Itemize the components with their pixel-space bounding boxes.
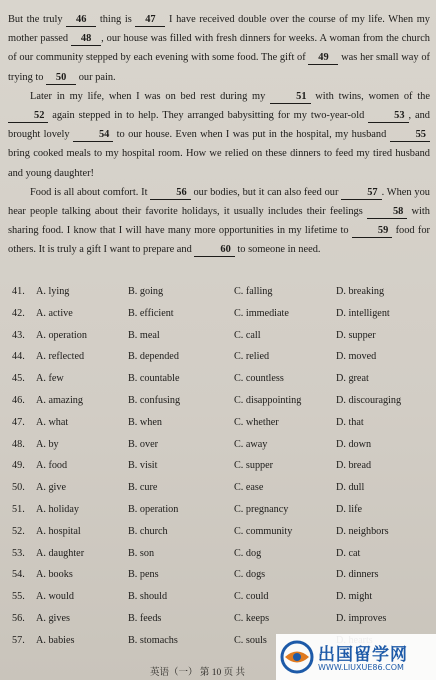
- blank-58: 58: [367, 206, 407, 219]
- question-row: [12, 591, 432, 613]
- blank-48: 48: [71, 33, 101, 46]
- question-number: 50.: [12, 482, 25, 494]
- passage-text: our pain.: [76, 71, 116, 83]
- question-number: 46.: [12, 394, 25, 406]
- watermark-title: 出国留学网: [318, 645, 408, 665]
- option-c: C. dogs: [234, 569, 266, 581]
- option-c: C. away: [234, 438, 268, 450]
- option-b: B. church: [128, 525, 168, 537]
- option-b: B. meal: [128, 329, 160, 341]
- blank-57: 57: [341, 187, 381, 200]
- blank-60: 60: [194, 244, 234, 257]
- option-b: B. confusing: [128, 394, 181, 406]
- question-options: [12, 286, 432, 657]
- question-row: [12, 395, 432, 417]
- option-a: A. books: [36, 569, 73, 581]
- question-row: [12, 569, 432, 591]
- question-number: 57.: [12, 634, 25, 646]
- option-a: A. amazing: [36, 394, 83, 406]
- question-row: [12, 504, 432, 526]
- option-c: C. falling: [234, 286, 273, 297]
- passage-text: food for others. It is truly a gift I want to prepare and: [8, 225, 431, 256]
- question-row: [12, 286, 432, 308]
- option-c: C. dog: [234, 547, 262, 559]
- option-d: D. supper: [336, 329, 376, 341]
- option-c: C. whether: [234, 416, 279, 428]
- blank-50: 50: [46, 72, 76, 85]
- option-b: B. pens: [128, 569, 159, 581]
- option-a: A. operation: [36, 329, 87, 341]
- question-number: 42.: [12, 307, 25, 319]
- option-b: B. over: [128, 438, 158, 450]
- option-c: C. could: [234, 591, 269, 603]
- option-a: A. what: [36, 416, 69, 428]
- passage-text: I have received double over the course of my life. When my mother passed: [8, 14, 430, 45]
- watermark-url: WWW.LIUXUE86.COM: [318, 663, 404, 672]
- passage-text: was her small way of trying to: [8, 52, 430, 83]
- question-row: [12, 417, 432, 439]
- question-number: 55.: [12, 591, 25, 603]
- option-b: B. visit: [128, 460, 158, 472]
- option-a: A. gives: [36, 612, 70, 624]
- passage-text: But the truly: [8, 14, 67, 25]
- question-number: 52.: [12, 525, 25, 537]
- question-number: 54.: [12, 569, 25, 581]
- question-number: 48.: [12, 438, 25, 450]
- passage-text: to someone in need.: [234, 244, 321, 256]
- question-number: 49.: [12, 460, 25, 472]
- cloze-passage: [8, 10, 430, 260]
- question-number: 43.: [12, 329, 25, 341]
- question-number: 47.: [12, 416, 25, 428]
- option-d: D. improves: [336, 612, 387, 624]
- blank-46: 46: [66, 14, 96, 27]
- option-a: A. would: [36, 591, 74, 603]
- passage-paragraph-3: [8, 183, 430, 260]
- blank-47: 47: [135, 14, 165, 27]
- passage-text: Food is all about comfort. It: [30, 186, 151, 198]
- question-row: [12, 460, 432, 482]
- blank-51: 51: [270, 91, 310, 104]
- question-number: 53.: [12, 547, 25, 559]
- question-number: 51.: [12, 503, 25, 515]
- option-b: B. son: [128, 547, 155, 559]
- passage-text: Later in my life, when I was on bed rest during my: [30, 90, 271, 102]
- passage-text: with twins, women of the: [310, 90, 430, 102]
- option-c: C. call: [234, 329, 261, 341]
- option-a: A. reflected: [36, 351, 85, 363]
- question-row: [12, 548, 432, 570]
- globe-logo-icon: [280, 640, 314, 674]
- blank-52: 52: [8, 110, 48, 123]
- option-d: D. great: [336, 373, 369, 385]
- question-number: 45.: [12, 373, 25, 385]
- option-c: C. keeps: [234, 612, 270, 624]
- option-c: C. relied: [234, 351, 270, 363]
- option-d: D. might: [336, 591, 373, 603]
- option-d: D. discouraging: [336, 394, 402, 406]
- question-row: [12, 439, 432, 461]
- option-c: C. countless: [234, 373, 284, 385]
- option-d: D. dinners: [336, 569, 379, 581]
- option-d: D. bread: [336, 460, 372, 472]
- option-a: A. daughter: [36, 547, 85, 559]
- option-c: C. community: [234, 525, 293, 537]
- question-row: [12, 351, 432, 373]
- option-c: C. supper: [234, 460, 274, 472]
- option-c: C. ease: [234, 482, 264, 494]
- option-b: B. efficient: [128, 307, 174, 319]
- passage-text: , our house was filled with fresh dinners for weeks. A woman from the church of our community stepped by each evening with some food. The gift of: [8, 33, 430, 64]
- option-c: C. immediate: [234, 307, 289, 319]
- page-footer: 英语（一） 第 10 页 共: [150, 668, 246, 678]
- option-a: A. by: [36, 438, 59, 450]
- blank-59: 59: [352, 225, 392, 238]
- option-a: A. lying: [36, 286, 70, 297]
- question-row: [12, 613, 432, 635]
- option-c: C. souls: [234, 634, 267, 646]
- option-d: D. dull: [336, 482, 365, 494]
- option-b: B. feeds: [128, 612, 162, 624]
- watermark: [276, 634, 436, 680]
- blank-55: 55: [390, 129, 430, 142]
- option-d: D. life: [336, 503, 363, 515]
- option-a: A. active: [36, 307, 73, 319]
- question-row: [12, 373, 432, 395]
- blank-49: 49: [308, 52, 338, 65]
- passage-text: with sharing food. I know that I will have many more opportunities in my lifetime to: [8, 206, 430, 237]
- passage-text: our bodies, but it can also feed our: [190, 186, 342, 198]
- passage-text: , and brought lovely: [8, 110, 430, 141]
- passage-text: . When you hear people talking about their favorite holidays, it usually includes their feelings: [8, 186, 430, 218]
- option-d: D. intelligent: [336, 307, 390, 319]
- blank-56: 56: [150, 187, 190, 200]
- option-d: D. that: [336, 416, 364, 428]
- option-b: B. going: [128, 286, 164, 297]
- option-b: B. countable: [128, 373, 180, 385]
- blank-53: 53: [368, 110, 408, 123]
- question-row: [12, 330, 432, 352]
- option-a: A. holiday: [36, 503, 80, 515]
- option-d: D. down: [336, 438, 372, 450]
- option-b: B. when: [128, 416, 162, 428]
- blank-54: 54: [73, 129, 113, 142]
- option-c: C. pregnancy: [234, 503, 289, 515]
- question-number: 56.: [12, 612, 25, 624]
- question-row: [12, 482, 432, 504]
- option-b: B. depended: [128, 351, 179, 363]
- option-a: A. give: [36, 482, 66, 494]
- option-a: A. food: [36, 460, 68, 472]
- option-b: B. operation: [128, 503, 179, 515]
- option-d: D. breaking: [336, 286, 385, 297]
- option-a: A. few: [36, 373, 64, 385]
- passage-text: again stepped in to help. They arranged babysitting for my two-year-old: [48, 110, 369, 122]
- option-b: B. stomachs: [128, 634, 178, 646]
- option-d: D. neighbors: [336, 525, 389, 537]
- passage-paragraph-2: [8, 87, 430, 183]
- option-b: B. cure: [128, 482, 158, 494]
- question-number: 44.: [12, 351, 25, 363]
- option-a: A. babies: [36, 634, 75, 646]
- passage-text: thing is: [96, 14, 136, 25]
- question-row: [12, 526, 432, 548]
- option-d: D. cat: [336, 547, 361, 559]
- passage-text: bring cooked meals to my hospital room. How we relied on these dinners to feed my tired husband and young daughter!: [8, 148, 430, 179]
- question-number: 41.: [12, 286, 25, 297]
- question-row: [12, 308, 432, 330]
- passage-text: to our house. Even when I was put in the hospital, my husband: [113, 129, 390, 141]
- passage-paragraph-1: [8, 10, 430, 87]
- option-c: C. disappointing: [234, 394, 302, 406]
- option-b: B. should: [128, 591, 168, 603]
- option-d: D. moved: [336, 351, 377, 363]
- option-a: A. hospital: [36, 525, 81, 537]
